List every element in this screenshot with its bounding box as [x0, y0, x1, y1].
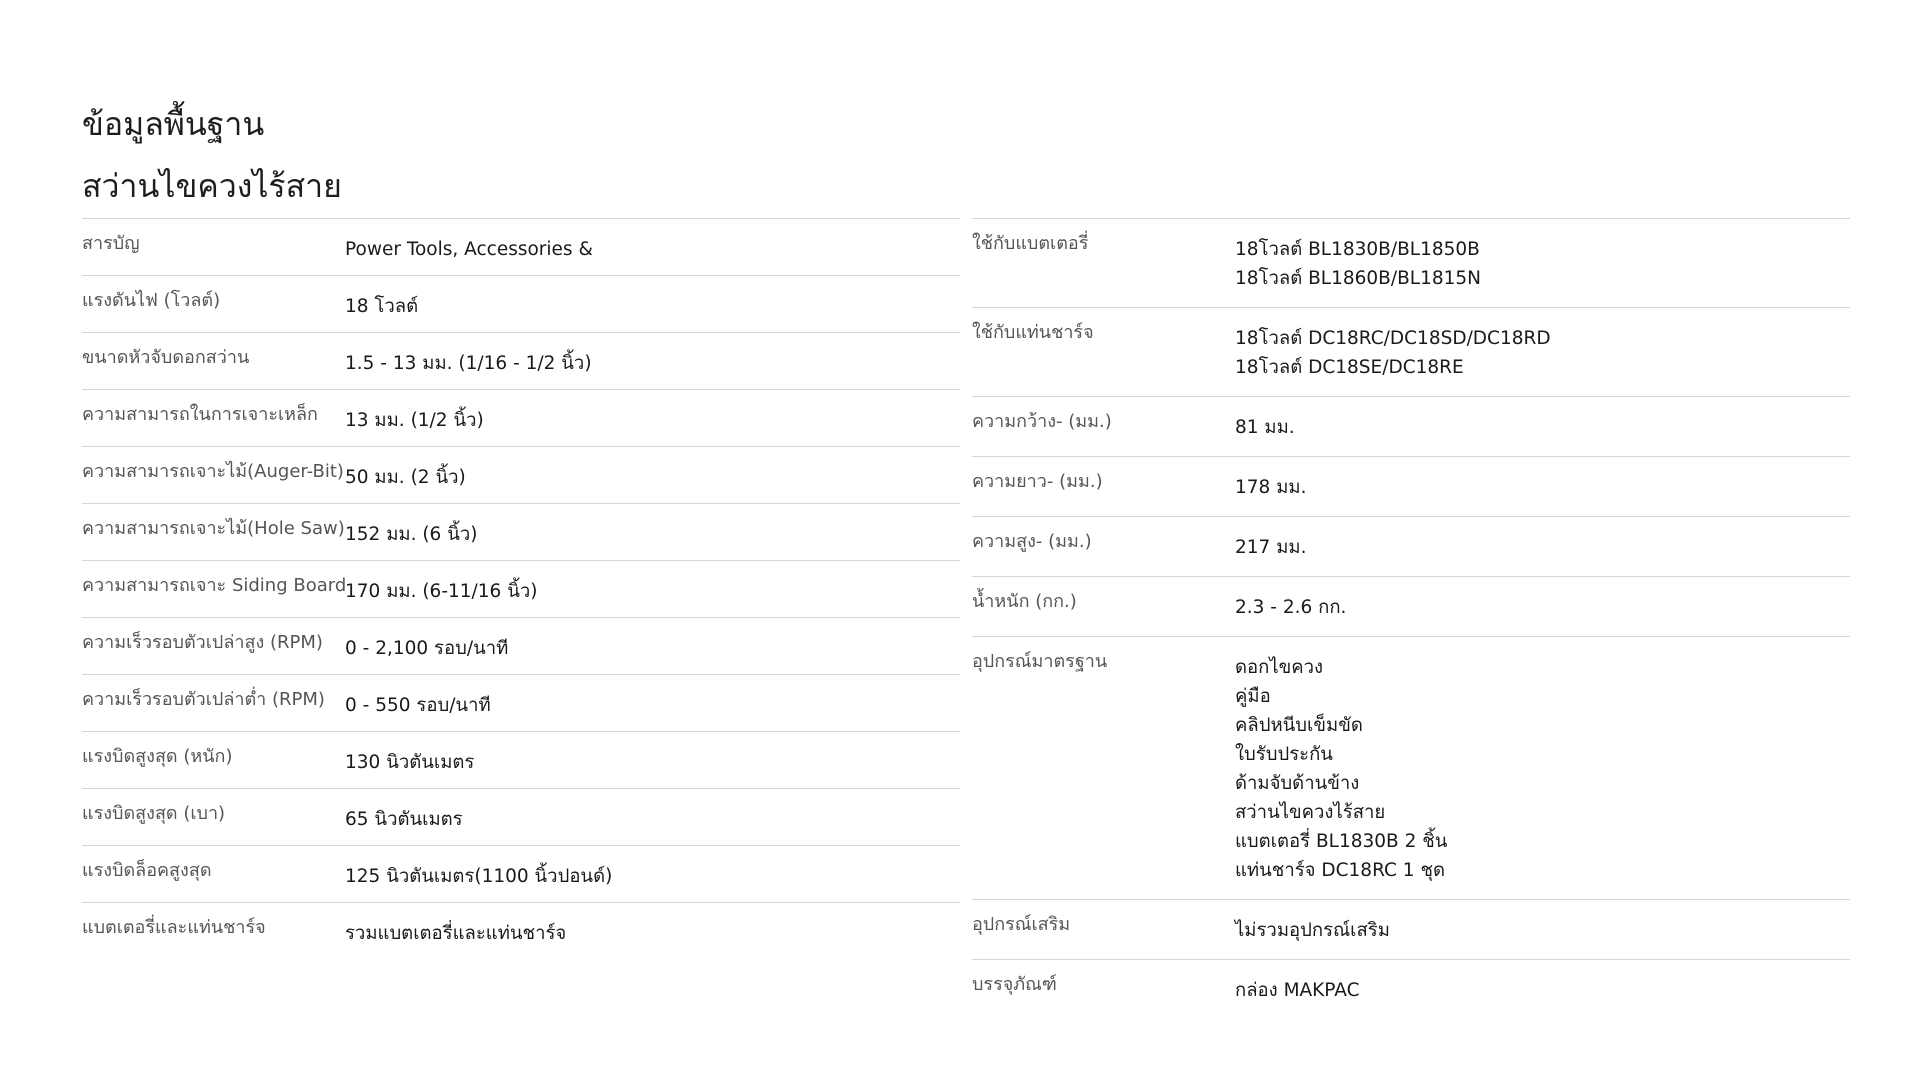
section-title: ข้อมูลพื้นฐาน [82, 105, 265, 143]
spec-value: 50 มม. (2 นิ้ว) [345, 467, 466, 488]
spec-value [1235, 470, 1850, 502]
spec-value: 18 โวลต์ [345, 296, 419, 317]
spec-row [82, 275, 960, 332]
spec-value-line: คู่มือ [1235, 686, 1271, 707]
spec-value-line: 81 มม. [1235, 417, 1295, 438]
spec-row [82, 674, 960, 731]
spec-value-line: 18โวลต์ BL1860B/BL1815N [1235, 268, 1482, 289]
spec-label: แรงดันไฟ (โวลต์) [82, 290, 221, 311]
spec-value: 125 นิวตันเมตร(1100 นิ้วปอนด์) [345, 866, 613, 887]
spec-label: ความกว้าง- (มม.) [972, 411, 1112, 432]
spec-label: ใช้กับแท่นชาร์จ [972, 322, 1094, 343]
spec-label: ความสามารถเจาะ Siding Board [82, 575, 347, 596]
spec-table-right [972, 218, 1850, 1019]
spec-value-line: คลิปหนีบเข็มขัด [1235, 715, 1363, 736]
spec-value [1235, 410, 1850, 442]
spec-label: ความสามารถเจาะไม้(Auger-Bit) [82, 461, 344, 482]
spec-value-line: ด้ามจับด้านข้าง [1235, 773, 1360, 794]
spec-value-line: แบตเตอรี่ BL1830B 2 ชิ้น [1235, 831, 1448, 852]
spec-value-line: แท่นชาร์จ DC18RC 1 ชุด [1235, 860, 1446, 881]
spec-value: 65 นิวตันเมตร [345, 809, 463, 830]
spec-value: 1.5 - 13 มม. (1/16 - 1/2 นิ้ว) [345, 353, 592, 374]
spec-value-line: 2.3 - 2.6 กก. [1235, 597, 1347, 618]
spec-label: น้ำหนัก (กก.) [972, 591, 1077, 612]
spec-row [972, 636, 1850, 899]
spec-value [1235, 590, 1850, 622]
product-title: สว่านไขควงไร้สาย [82, 167, 342, 205]
spec-label: ความสูง- (มม.) [972, 531, 1092, 552]
spec-row [972, 307, 1850, 396]
spec-value-line: ใบรับประกัน [1235, 744, 1333, 765]
spec-value: 152 มม. (6 นิ้ว) [345, 524, 478, 545]
spec-label: แรงบิดสูงสุด (หนัก) [82, 746, 233, 767]
spec-row [82, 503, 960, 560]
spec-label: แบตเตอรี่และแท่นชาร์จ [82, 917, 266, 938]
spec-row [82, 389, 960, 446]
spec-value [1235, 321, 1850, 382]
spec-row [82, 446, 960, 503]
spec-label: ความเร็วรอบตัวเปล่าสูง (RPM) [82, 632, 323, 653]
spec-value [1235, 650, 1850, 885]
spec-row [82, 902, 960, 959]
spec-row [82, 788, 960, 845]
spec-label: ขนาดหัวจับดอกสว่าน [82, 347, 250, 368]
spec-row [82, 218, 960, 275]
spec-row [972, 456, 1850, 516]
spec-row [82, 560, 960, 617]
spec-value: 130 นิวตันเมตร [345, 752, 475, 773]
spec-value-line: 18โวลต์ DC18RC/DC18SD/DC18RD [1235, 328, 1551, 349]
spec-label: แรงบิดล็อคสูงสุด [82, 860, 212, 881]
spec-label: ความยาว- (มม.) [972, 471, 1103, 492]
spec-label: สารบัญ [82, 233, 140, 254]
spec-label: ใช้กับแบตเตอรี่ [972, 233, 1089, 254]
spec-row [972, 396, 1850, 456]
spec-value [1235, 973, 1850, 1005]
spec-row [972, 218, 1850, 307]
spec-value-line: กล่อง MAKPAC [1235, 980, 1360, 1001]
spec-row [82, 332, 960, 389]
spec-label: อุปกรณ์มาตรฐาน [972, 651, 1108, 672]
spec-label: อุปกรณ์เสริม [972, 914, 1071, 935]
spec-label: ความเร็วรอบตัวเปล่าต่ำ (RPM) [82, 689, 325, 710]
spec-value-line: 18โวลต์ DC18SE/DC18RE [1235, 357, 1464, 378]
spec-value: 0 - 550 รอบ/นาที [345, 695, 491, 716]
spec-row [82, 845, 960, 902]
spec-value-line: ดอกไขควง [1235, 657, 1324, 678]
spec-value: รวมแบตเตอรี่และแท่นชาร์จ [345, 923, 567, 944]
spec-value: 0 - 2,100 รอบ/นาที [345, 638, 509, 659]
spec-label: ความสามารถในการเจาะเหล็ก [82, 404, 318, 425]
spec-row [972, 516, 1850, 576]
spec-label: แรงบิดสูงสุด (เบา) [82, 803, 226, 824]
spec-row [82, 617, 960, 674]
spec-value: Power Tools, Accessories & [345, 239, 593, 260]
spec-table-left [82, 218, 960, 959]
spec-value [1235, 913, 1850, 945]
spec-value: 13 มม. (1/2 นิ้ว) [345, 410, 484, 431]
spec-value-line: 178 มม. [1235, 477, 1307, 498]
spec-label: ความสามารถเจาะไม้(Hole Saw) [82, 518, 345, 539]
spec-value [1235, 530, 1850, 562]
spec-value: 170 มม. (6-11/16 นิ้ว) [345, 581, 538, 602]
spec-value-line: 18โวลต์ BL1830B/BL1850B [1235, 239, 1480, 260]
spec-value-line: 217 มม. [1235, 537, 1307, 558]
spec-label: บรรจุภัณฑ์ [972, 974, 1057, 995]
spec-row [972, 899, 1850, 959]
spec-value [1235, 232, 1850, 293]
spec-row [972, 576, 1850, 636]
spec-value-line: สว่านไขควงไร้สาย [1235, 802, 1386, 823]
spec-row [82, 731, 960, 788]
spec-row [972, 959, 1850, 1019]
spec-value-line: ไม่รวมอุปกรณ์เสริม [1235, 920, 1390, 941]
